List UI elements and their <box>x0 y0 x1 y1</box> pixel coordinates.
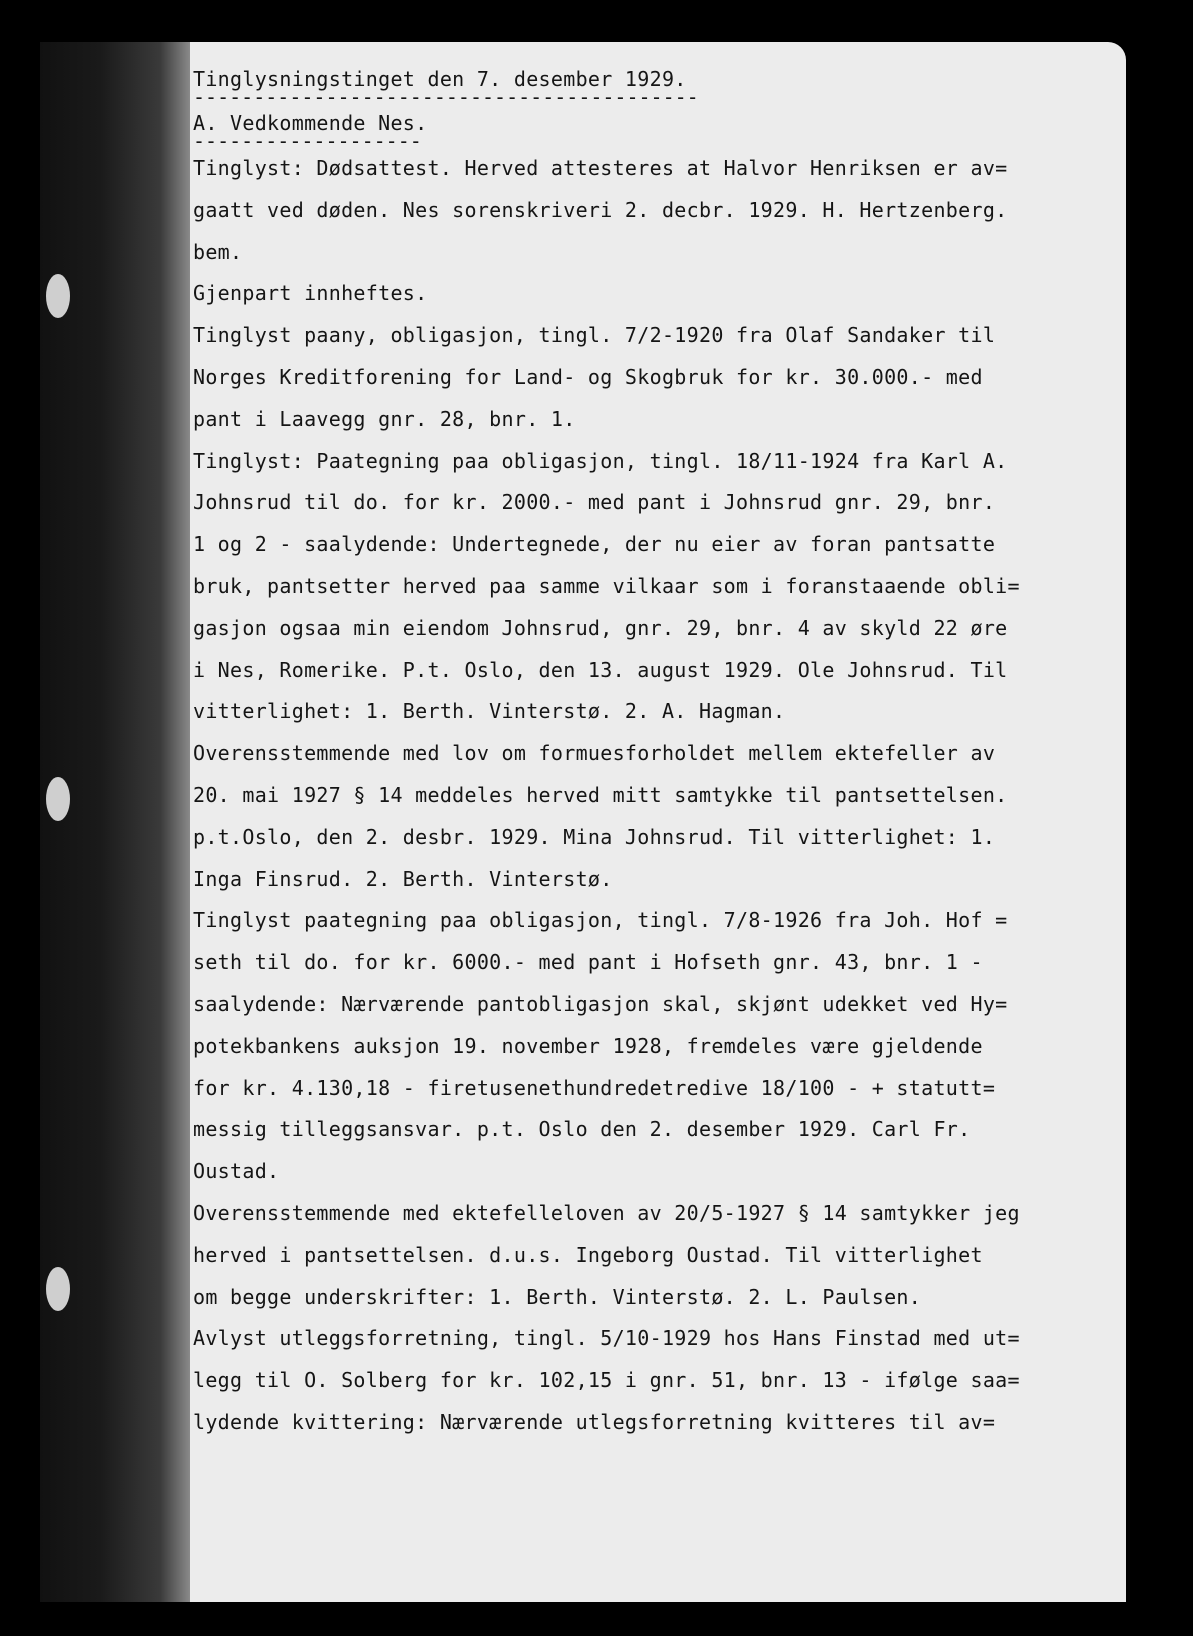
punch-hole <box>46 777 70 821</box>
text-line: saalydende: Nærværende pantobligasjon skal, skjønt udekket ved Hy= <box>193 991 1008 1016</box>
text-line: vitterlighet: 1. Berth. Vinterstø. 2. A. Hagman. <box>193 699 786 724</box>
text-line: p.t.Oslo, den 2. desbr. 1929. Mina Johnsrud. Til vitterlighet: 1. <box>193 824 996 849</box>
text-line: 20. mai 1927 § 14 meddeles herved mitt samtykke til pantsettelsen. <box>193 782 1008 807</box>
text-line: Johnsrud til do. for kr. 2000.- med pant i Johnsrud gnr. 29, bnr. <box>193 490 996 515</box>
document-page <box>40 42 1126 1602</box>
text-line: Norges Kreditforening for Land- og Skogbruk for kr. 30.000.- med <box>193 364 983 389</box>
text-line: Inga Finsrud. 2. Berth. Vinterstø. <box>193 866 613 891</box>
section-heading: A. Vedkommende Nes. <box>193 111 428 135</box>
text-line: Overensstemmende med ektefelleloven av 20/5-1927 § 14 samtykker jeg <box>193 1200 1020 1225</box>
text-line: bruk, pantsetter herved paa samme vilkaar som i foranstaaende obli= <box>193 573 1020 598</box>
text-line: bem. <box>193 239 243 264</box>
text-line: Avlyst utleggsforretning, tingl. 5/10-1929 hos Hans Finstad med ut= <box>193 1326 1020 1351</box>
text-line: pant i Laavegg gnr. 28, bnr. 1. <box>193 406 576 431</box>
heading-underline: ------------------------------------------ <box>193 85 699 109</box>
text-line: potekbankens auksjon 19. november 1928, fremdeles være gjeldende <box>193 1033 983 1058</box>
text-line: messig tilleggsansvar. p.t. Oslo den 2. desember 1929. Carl Fr. <box>193 1117 971 1142</box>
text-line: om begge underskrifter: 1. Berth. Vinterstø. 2. L. Paulsen. <box>193 1284 922 1309</box>
text-line: 1 og 2 - saalydende: Undertegnede, der nu eier av foran pantsatte <box>193 532 996 557</box>
text-line: Tinglyst: Dødsattest. Herved attesteres at Halvor Henriksen er av= <box>193 156 1008 180</box>
text-line: legg til O. Solberg for kr. 102,15 i gnr. 51, bnr. 13 - ifølge saa= <box>193 1368 1020 1393</box>
text-line: Tinglyst paany, obligasjon, tingl. 7/2-1920 fra Olaf Sandaker til <box>193 323 996 348</box>
text-line: seth til do. for kr. 6000.- med pant i Hofseth gnr. 43, bnr. 1 - <box>193 950 983 975</box>
document-text <box>193 68 1113 1444</box>
text-line: Overensstemmende med lov om formuesforholdet mellem ektefeller av <box>193 741 996 766</box>
text-line: i Nes, Romerike. P.t. Oslo, den 13. august 1929. Ole Johnsrud. Til <box>193 657 1008 682</box>
punch-hole <box>46 274 70 318</box>
document-heading: Tinglysningstinget den 7. desember 1929. <box>193 67 687 91</box>
text-line: Oustad. <box>193 1159 280 1184</box>
text-line: gasjon ogsaa min eiendom Johnsrud, gnr. 29, bnr. 4 av skyld 22 øre <box>193 615 1008 640</box>
punch-hole <box>46 1267 70 1311</box>
text-line: gaatt ved døden. Nes sorenskriveri 2. decbr. 1929. H. Hertzenberg. <box>193 197 1008 222</box>
document-body <box>193 148 1113 1444</box>
text-line: Tinglyst paategning paa obligasjon, tingl. 7/8-1926 fra Joh. Hof = <box>193 908 1008 933</box>
text-line: herved i pantsettelsen. d.u.s. Ingeborg Oustad. Til vitterlighet <box>193 1242 983 1267</box>
text-line: Tinglyst: Paategning paa obligasjon, tingl. 18/11-1924 fra Karl A. <box>193 448 1008 473</box>
text-line: for kr. 4.130,18 - firetusenethundredetredive 18/100 - + statutt= <box>193 1075 996 1100</box>
text-line: lydende kvittering: Nærværende utlegsforretning kvitteres til av= <box>193 1409 996 1434</box>
text-line: Gjenpart innheftes. <box>193 281 428 306</box>
section-underline: ------------------- <box>193 129 422 153</box>
